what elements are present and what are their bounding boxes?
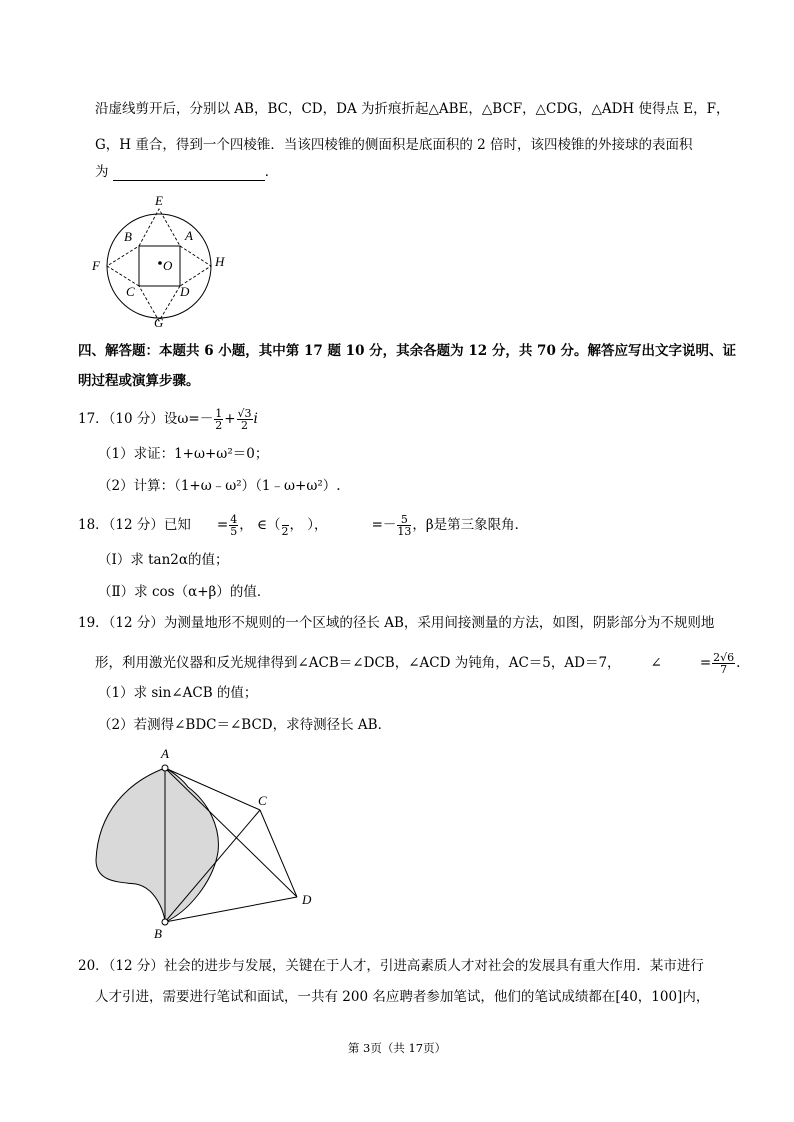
q19-part1: （1）求 sin∠ACB 的值； (98, 685, 258, 701)
q16-text-line1: 沿虚线剪开后，分别以 AB，BC，CD，DA 为折痕折起△ABE，△BCF，△CDG，△ADH 使得点 E，F， (95, 101, 730, 117)
q17-frac1: $\frac{1}{2}$ (215, 407, 223, 432)
q18-frac1: $\frac{4}{5}$ (230, 513, 238, 538)
label-D: D (302, 892, 312, 907)
q18-part1: （Ⅰ）求 tan2α的值； (98, 552, 229, 568)
q20-line2: 人才引进，需要进行笔试和面试，一共有 200 名应聘者参加笔试，他们的笔试成绩都在[40，100]内， (95, 989, 710, 1005)
q20-line1: 20．（12 分）社会的进步与发展，关键在于人才，引进高素质人才对社会的发展具有重大作用．某市进行 (78, 958, 704, 974)
q18-part2: （Ⅱ）求 cos（α+β）的值． (98, 584, 271, 600)
q16-text-line2: G，H 重合，得到一个四棱锥．当该四棱锥的侧面积是底面积的 2 倍时，该四棱锥的外接球的表面积 (95, 137, 693, 153)
q17-part1: （1）求证：1+ω+ω²＝0； (98, 446, 269, 462)
label-A: A (161, 746, 169, 761)
section-heading-line1: 四、解答题：本题共 6 小题，其中第 17 题 10 分，其余各题为 12 分，共 70 分。解答应写出文字说明、证 (78, 343, 737, 359)
q19-line2: 形，利用激光仪器和反光规律得到∠ACB＝∠DCB，∠ACD 为钝角，AC＝5，AD＝7， ∠ = $\frac{2√6}{7}$ . (95, 651, 741, 676)
q17-i: i (253, 411, 258, 427)
inner-square (139, 246, 180, 286)
section-heading-line2: 明过程或演算步骤。 (78, 373, 200, 389)
label-F: F (92, 258, 100, 273)
label-G: G (154, 315, 164, 330)
q18-head: 18．（12 分）已知 (78, 517, 191, 533)
q18-frac3: $\frac{5}{13}$ (397, 513, 412, 538)
q17-part2: （2）计算：（1+ω﹣ω²）（1﹣ω+ω²）. (98, 478, 341, 494)
point-B (162, 919, 168, 925)
point-A (162, 765, 168, 771)
q18-frac2: 2 (282, 514, 289, 537)
label-D: D (180, 284, 190, 299)
dashed-lines (107, 209, 211, 321)
shaded-region (96, 768, 218, 922)
center-dot (158, 261, 162, 265)
q16-wei: 为 (95, 164, 109, 180)
label-A: A (185, 228, 193, 243)
label-B: B (124, 229, 132, 244)
label-B: B (154, 926, 162, 941)
outer-circle (107, 214, 211, 318)
label-H: H (215, 254, 225, 269)
q17-stem (78, 408, 258, 431)
q16-text-line3 (95, 163, 278, 181)
q16-figure (88, 190, 248, 330)
label-E: E (155, 193, 163, 208)
q19-line1: 19．（12 分）为测量地形不规则的一个区域的径长 AB，采用间接测量的方法，如图，阴影部分为不规则地 (78, 615, 715, 631)
answer-blank (113, 166, 265, 181)
label-C: C (258, 793, 267, 808)
q18-stem: 18．（12 分）已知 = $\frac{4}{5}$ ， ∈（ 2 ， ）， =－ $\frac{5}{13}$ ，β是第三象限角． (78, 513, 529, 538)
q19-part2: （2）若测得∠BDC＝∠BCD，求待测径长 AB． (98, 717, 392, 733)
q17-head: 17．（10 分）设ω=－ (78, 411, 214, 427)
label-C: C (126, 284, 135, 299)
label-O: O (163, 258, 173, 273)
q19-figure (88, 742, 328, 942)
q17-frac2: $\frac{√3}{2}$ (237, 407, 252, 432)
page-footer: 第 3页（共 17页） (347, 1041, 447, 1055)
q17-plus: + (224, 411, 236, 427)
q19-frac: $\frac{2√6}{7}$ (713, 651, 735, 676)
q16-period: ． (264, 164, 279, 180)
